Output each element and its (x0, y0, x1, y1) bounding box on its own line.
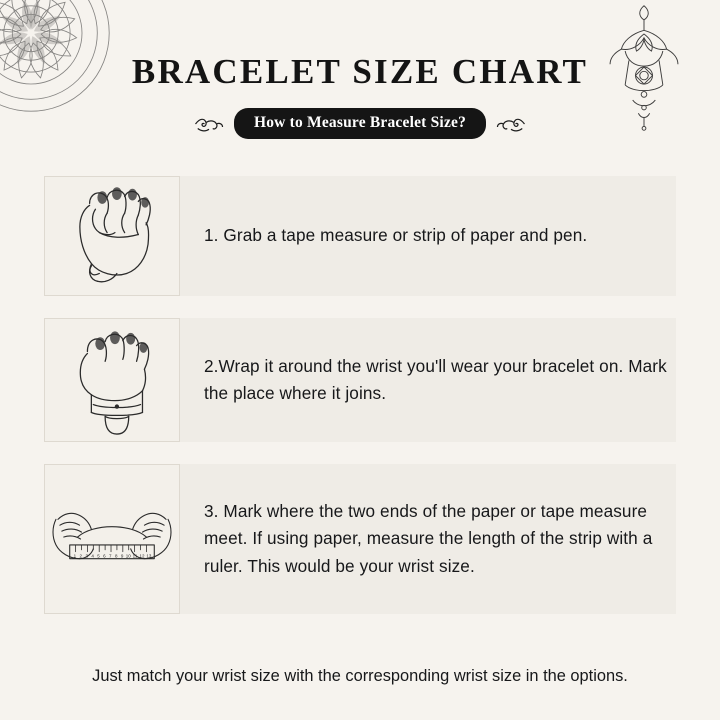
step-text: 2.Wrap it around the wrist you'll wear your bracelet on. Mark the place where it joins. (204, 355, 667, 403)
svg-text:3: 3 (85, 553, 88, 559)
svg-text:1: 1 (73, 553, 77, 559)
hands-measuring-paper-with-ruler-illustration (44, 464, 180, 614)
svg-text:13: 13 (146, 553, 152, 559)
svg-text:9: 9 (120, 553, 124, 559)
list-item (0, 176, 720, 296)
hand-with-tape-around-wrist-illustration (44, 318, 180, 442)
ruler-measure-icon (47, 480, 177, 598)
steps-list (0, 176, 720, 636)
step-text: 1. Grab a tape measure or strip of paper and pen. (204, 225, 588, 246)
subtitle-row (0, 108, 720, 139)
hand-fist-illustration (44, 176, 180, 296)
svg-text:11: 11 (132, 553, 138, 559)
svg-text:10: 10 (125, 553, 131, 559)
flourish-right-icon (496, 113, 526, 135)
svg-text:7: 7 (109, 553, 112, 559)
list-item (0, 318, 720, 442)
step-text: 3. Mark where the two ends of the paper or tape measure meet. If using paper, measure the length of the strip with a ruler. This would be your wrist size. (204, 501, 653, 576)
list-item (0, 464, 720, 614)
page-title: BRACELET SIZE CHART (131, 52, 589, 91)
svg-text:8: 8 (114, 553, 118, 559)
svg-text:2: 2 (79, 553, 83, 559)
svg-text:12: 12 (139, 553, 145, 559)
footer-note: Just match your wrist size with the corresponding wrist size in the options. (92, 667, 628, 685)
subtitle-pill: How to Measure Bracelet Size? (234, 108, 486, 139)
svg-text:6: 6 (103, 553, 106, 559)
svg-text:5: 5 (97, 553, 100, 559)
hand-fist-icon (47, 180, 177, 292)
hand-wrist-tape-icon (47, 322, 177, 438)
flourish-left-icon (194, 113, 224, 135)
svg-text:4: 4 (91, 553, 94, 559)
